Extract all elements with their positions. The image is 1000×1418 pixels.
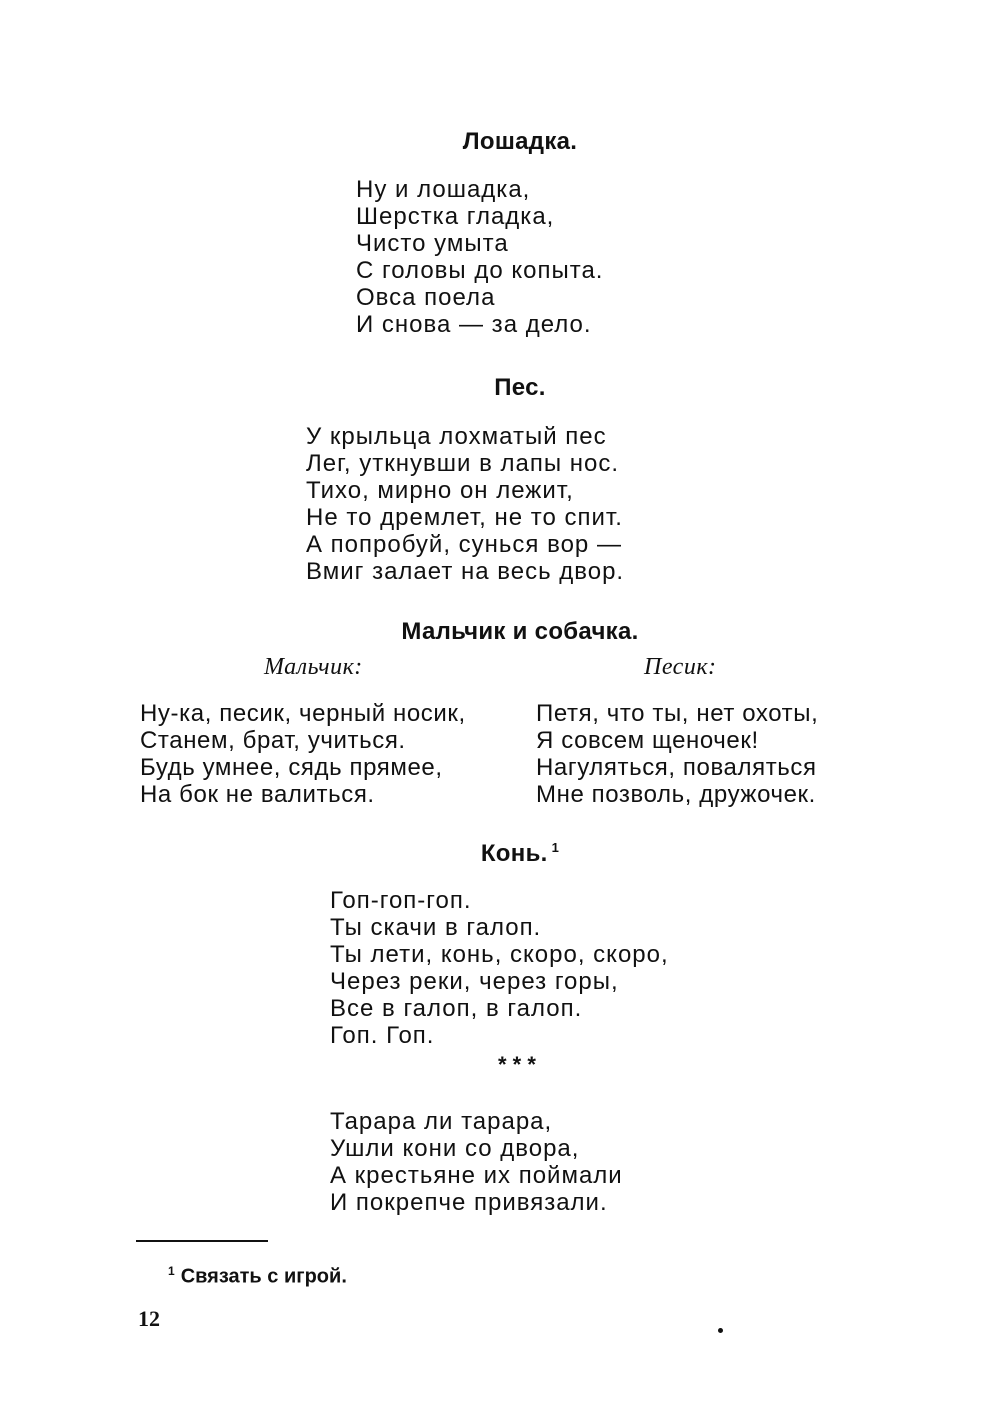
asterism-separator <box>498 1052 536 1078</box>
poem-line: А попробуй, сунься вор — <box>306 531 622 558</box>
column-heading-boy: Мальчик: <box>264 654 363 680</box>
poem-title-malchik: Мальчик и собачка. <box>401 618 639 645</box>
poem-line: Ну-ка, песик, черный носик, <box>140 700 466 727</box>
poem-line: Я совсем щеночек! <box>536 727 759 754</box>
poem-line: Мне позволь, дружочек. <box>536 781 816 808</box>
poem-title-kon <box>0 840 1000 868</box>
poem-malchik-dog <box>536 700 818 808</box>
poem-line: Нагуляться, поваляться <box>536 754 817 781</box>
poem-line: И снова — за дело. <box>356 311 592 338</box>
poem-line: Чисто умыта <box>356 230 509 257</box>
poem-line: Через реки, через горы, <box>330 968 619 995</box>
poem-title-text: Конь. <box>480 840 548 867</box>
poem-line: Шерстка гладка, <box>356 203 555 230</box>
footnote-mark: 1 <box>551 840 560 855</box>
poem-line: Гоп-гоп-гоп. <box>330 887 472 914</box>
poem-line: На бок не валиться. <box>140 781 375 808</box>
poem-line: А крестьяне их поймали <box>330 1162 623 1189</box>
footnote-text: Связать с игрой. <box>180 1265 347 1288</box>
poem-line: Все в галоп, в галоп. <box>330 995 583 1022</box>
poem-loshadka <box>356 176 603 338</box>
poem-line: У крыльца лохматый пес <box>306 423 607 450</box>
poem-line: Лег, уткнувши в лапы нос. <box>306 450 620 477</box>
poem-title-pes: Пес. <box>494 374 546 401</box>
poem-line: Ушли кони со двора, <box>330 1135 580 1162</box>
footnote-rule <box>136 1240 268 1242</box>
poem-line: Гоп. Гоп. <box>330 1022 435 1049</box>
poem-title-loshadka: Лошадка. <box>462 128 578 155</box>
poem-line: Овса поела <box>356 284 496 311</box>
poem-line: Ты лети, конь, скоро, скоро, <box>330 941 669 968</box>
poem-line: С головы до копыта. <box>356 257 604 284</box>
poem-line: Петя, что ты, нет охоты, <box>536 700 819 727</box>
poem-kon-part2 <box>330 1108 623 1216</box>
poem-line: Будь умнее, сядь прямее, <box>140 754 443 781</box>
page-number: 12 <box>138 1306 160 1331</box>
poem-line: Тарара ли тарара, <box>330 1108 553 1135</box>
column-heading-dog: Песик: <box>644 654 717 680</box>
poem-line: Тихо, мирно он лежит, <box>306 477 574 504</box>
ink-speck <box>718 1328 723 1333</box>
poem-pes <box>306 423 624 585</box>
poem-line: Не то дремлет, не то спит. <box>306 504 623 531</box>
poem-line: Ну и лошадка, <box>356 176 531 203</box>
poem-line: И покрепче привязали. <box>330 1189 608 1216</box>
poem-malchik-boy <box>140 700 466 808</box>
footnote-number: 1 <box>168 1264 175 1278</box>
footnote <box>168 1264 347 1289</box>
poem-line: Станем, брат, учиться. <box>140 727 406 754</box>
poem-kon <box>330 887 669 1049</box>
poem-line: Ты скачи в галоп. <box>330 914 542 941</box>
poem-line: Вмиг залает на весь двор. <box>306 558 625 585</box>
asterism: * * * <box>498 1052 536 1077</box>
